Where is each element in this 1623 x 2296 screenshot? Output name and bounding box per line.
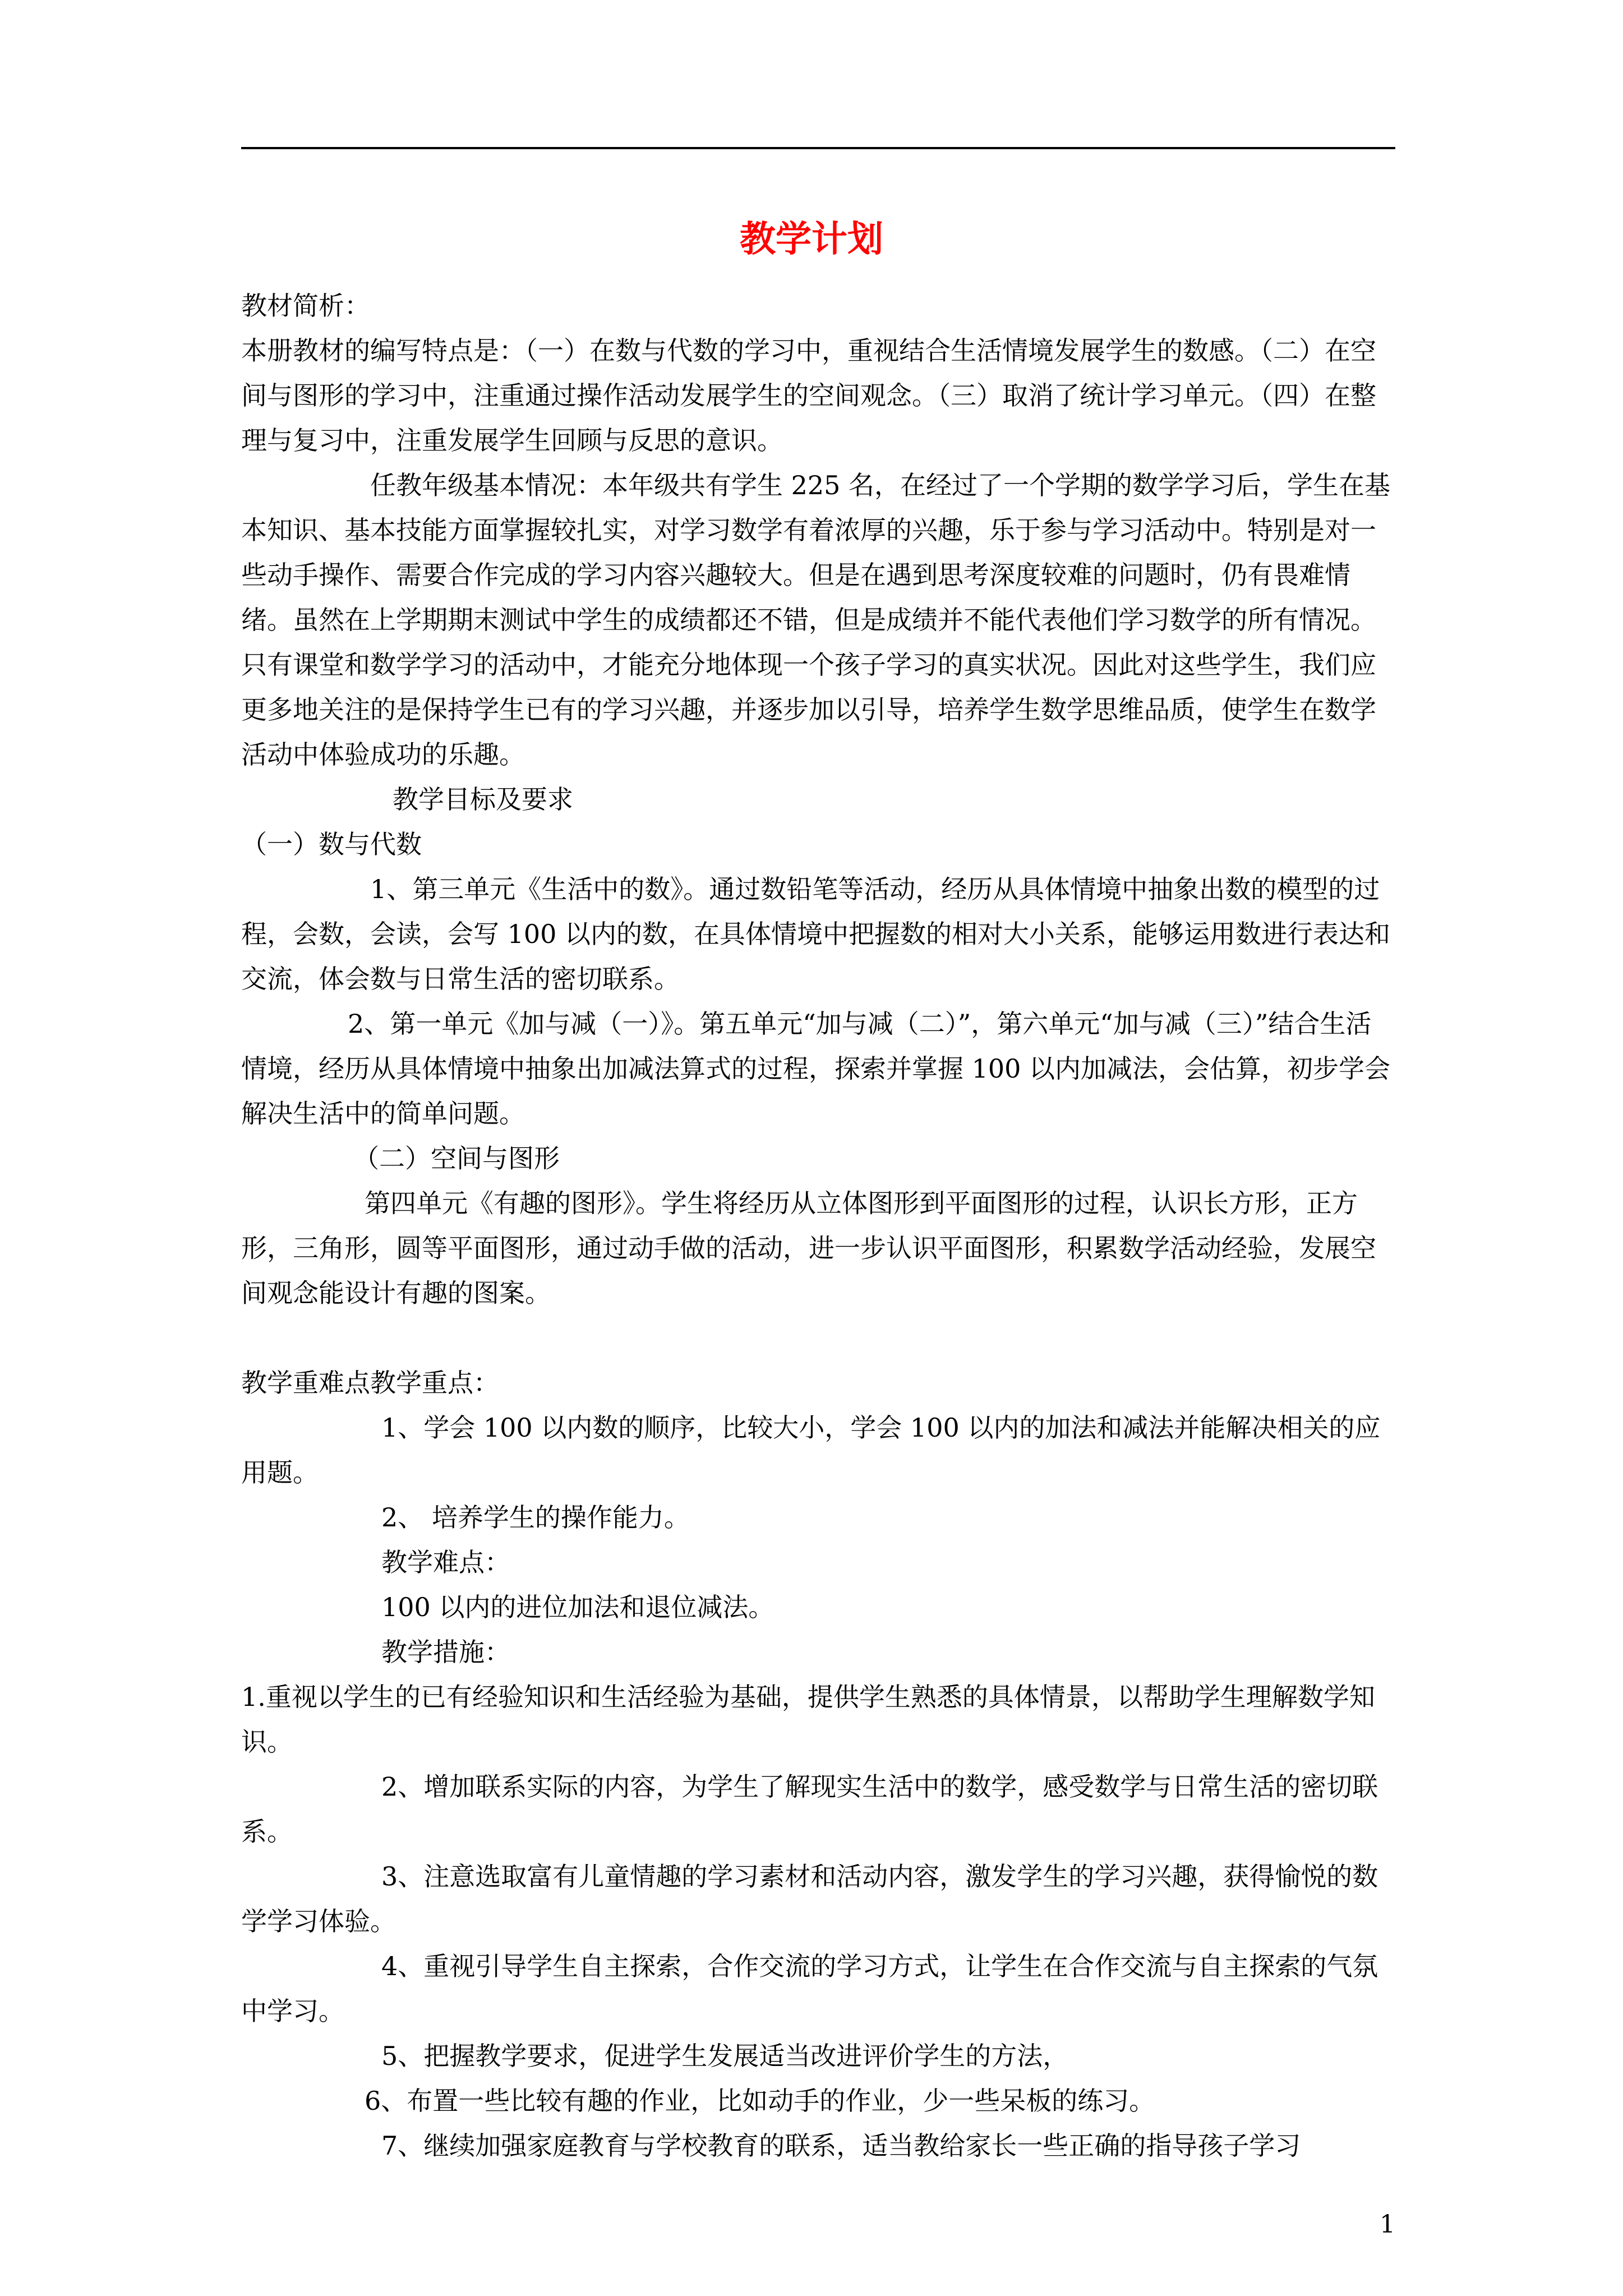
paragraph-textbook-features: 本册教材的编写特点是：（一）在数与代数的学习中，重视结合生活情境发展学生的数感。（二）在空间与图形的学习中，注重通过操作活动发展学生的空间观念。（三）取消了统计学习单元。（四）在整理与复习中，注重发展学生回顾与反思的意识。 <box>241 335 1376 455</box>
paragraph-goal-2: 2、第一单元《加与减（一）》。第五单元“加与减（二）”，第六单元“加与减（三）”结合生活情境，经历从具体情境中抽象出加减法算式的过程，探索并掌握 100 以内加减法，会估算，初步学会解决生活中的简单问题。 <box>241 1009 1391 1129</box>
section-heading-goals: 教学目标及要求 <box>393 784 573 815</box>
subheading-numbers-algebra: （一）数与代数 <box>241 829 422 859</box>
paragraph-measure-6: 6、布置一些比较有趣的作业，比如动手的作业，少一些呆板的练习。 <box>365 2086 1155 2116</box>
paragraph-unit-4: 第四单元《有趣的图形》。学生将经历从立体图形到平面图形的过程，认识长方形，正方形，三角形，圆等平面图形，通过动手做的活动，进一步认识平面图形，积累数学活动经验，发展空间观念能设计有趣的图案。 <box>241 1188 1376 1308</box>
paragraph-key-point-2: 2、 培养学生的操作能力。 <box>381 1502 690 1533</box>
page-number: 1 <box>1380 2210 1395 2239</box>
paragraph-measure-2: 2、增加联系实际的内容，为学生了解现实生活中的数学，感受数学与日常生活的密切联系。 <box>241 1772 1378 1847</box>
paragraph-difficulty: 100 以内的进位加法和退位减法。 <box>381 1592 774 1622</box>
paragraph-key-point-1: 1、学会 100 以内数的顺序，比较大小，学会 100 以内的加法和减法并能解决相关的应用题。 <box>241 1412 1381 1488</box>
paragraph-goal-1: 1、第三单元《生活中的数》。通过数铅笔等活动，经历从具体情境中抽象出数的模型的过程，会数，会读，会写 100 以内的数，在具体情境中把握数的相对大小关系，能够运用数进行表达和交流，体会数与日常生活的密切联系。 <box>241 874 1391 994</box>
subheading-difficulties: 教学难点： <box>381 1547 510 1577</box>
header-rule <box>241 147 1395 149</box>
section-heading-key-points: 教学重难点教学重点： <box>241 1368 499 1398</box>
paragraph-measure-7: 7、继续加强家庭教育与学校教育的联系，适当教给家长一些正确的指导孩子学习 <box>381 2131 1301 2161</box>
paragraph-measure-1: 1.重视以学生的已有经验知识和生活经验为基础，提供学生熟悉的具体情景，以帮助学生理解数学知识。 <box>241 1682 1375 1757</box>
blank-line <box>241 1315 1395 1360</box>
paragraph-measure-3: 3、注意选取富有儿童情趣的学习素材和活动内容，激发学生的学习兴趣，获得愉悦的数学学习体验。 <box>241 1861 1378 1936</box>
paragraph-grade-situation: 任教年级基本情况：本年级共有学生 225 名，在经过了一个学期的数学学习后，学生在基本知识、基本技能方面掌握较扎实，对学习数学有着浓厚的兴趣，乐于参与学习活动中。特别是对一些动手操作、需要合作完成的学习内容兴趣较大。但是在遇到思考深度较难的问题时，仍有畏难情绪。虽然在上学期期末测试中学生的成绩都还不错，但是成绩并不能代表他们学习数学的所有情况。只有课堂和数学学习的活动中，才能充分地体现一个孩子学习的真实状况。因此对这些学生，我们应更多地关注的是保持学生已有的学习兴趣，并逐步加以引导，培养学生数学思维品质，使学生在数学活动中体验成功的乐趣。 <box>241 470 1391 770</box>
section-heading-textbook: 教材简析： <box>241 291 370 321</box>
paragraph-measure-4: 4、重视引导学生自主探索，合作交流的学习方式，让学生在合作交流与自主探索的气氛中学习。 <box>241 1951 1378 2026</box>
subheading-measures: 教学措施： <box>381 1637 510 1667</box>
subheading-space-shapes: （二）空间与图形 <box>353 1143 560 1174</box>
paragraph-measure-5: 5、把握教学要求，促进学生发展适当改进评价学生的方法， <box>381 2041 1069 2071</box>
document-title: 教学计划 <box>740 218 883 260</box>
document-body <box>241 283 1395 2168</box>
